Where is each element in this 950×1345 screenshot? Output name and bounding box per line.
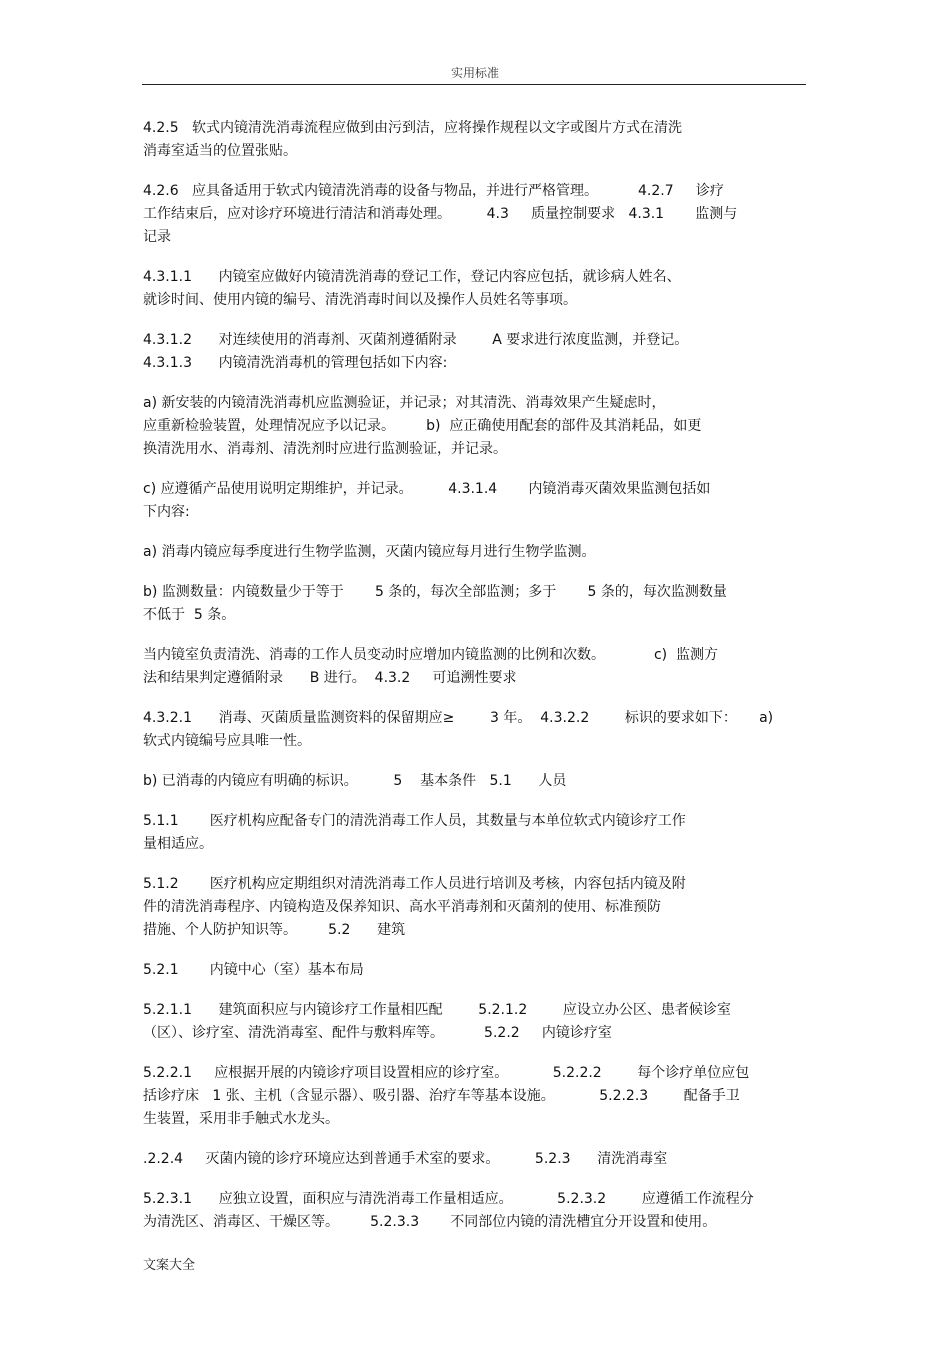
text-line: 软式内镜编号应具唯一性。	[143, 733, 311, 749]
paragraph-monitoring-b	[143, 581, 807, 627]
text-line: a) 新安装的内镜清洗消毒机应监测验证，并记录；对其清洗、消毒效果产生疑虑时，	[143, 395, 666, 411]
paragraph-5-1-1	[143, 810, 807, 856]
text-line: 下内容:	[143, 504, 190, 520]
text-line: 不低于 5 条。	[143, 607, 236, 623]
text-line: 消毒室适当的位置张贴。	[143, 143, 297, 159]
text-line: 法和结果判定遵循附录 B 进行。 4.3.2 可追溯性要求	[143, 670, 517, 686]
header-divider	[142, 84, 806, 85]
text-line: 5.2.2.1 应根据开展的内镜诊疗项目设置相应的诊疗室。 5.2.2.2 每个诊疗单位应包	[143, 1065, 750, 1081]
paragraph-5-2-3-1	[143, 1188, 807, 1234]
text-line: 5.2.1.1 建筑面积应与内镜诊疗工作量相匹配 5.2.1.2 应设立办公区、患者候诊室	[143, 1002, 731, 1018]
text-line: b) 监测数量：内镜数量少于等于 5 条的，每次全部监测；多于 5 条的，每次监测数量	[143, 584, 727, 600]
text-line: （区）、诊疗室、清洗消毒室、配件与敷料库等。 5.2.2 内镜诊疗室	[143, 1025, 612, 1041]
text-line: 5.1.2 医疗机构应定期组织对清洗消毒工作人员进行培训及考核，内容包括内镜及附	[143, 876, 686, 892]
paragraph-item-a	[143, 392, 807, 461]
paragraph-4-3-1-2	[143, 329, 807, 375]
text-line: 4.2.6 应具备适用于软式内镜清洗消毒的设备与物品，并进行严格管理。 4.2.7 诊疗	[143, 183, 724, 199]
text-line: 4.2.5 软式内镜清洗消毒流程应做到由污到洁，应将操作规程以文字或图片方式在清洗	[143, 120, 682, 136]
paragraph-5-1-2	[143, 873, 807, 942]
paragraph-5-2-1-1	[143, 999, 807, 1045]
paragraph-5-2-1	[143, 959, 807, 982]
paragraph-5-2-2-4	[143, 1148, 807, 1171]
text-line: a) 消毒内镜应每季度进行生物学监测，灭菌内镜应每月进行生物学监测。	[143, 544, 596, 560]
paragraph-4-3-1-1	[143, 266, 807, 312]
paragraph-marking-b	[143, 770, 807, 793]
text-line: 4.3.2.1 消毒、灭菌质量监测资料的保留期应≥ 3 年。 4.3.2.2 标识的要求如下： a)	[143, 710, 774, 726]
text-line: 5.2.1 内镜中心（室）基本布局	[143, 962, 364, 978]
document-body	[143, 117, 807, 1251]
text-line: c) 应遵循产品使用说明定期维护，并记录。 4.3.1.4 内镜消毒灭菌效果监测包括如	[143, 481, 711, 497]
text-line: 当内镜室负责清洗、消毒的工作人员变动时应增加内镜监测的比例和次数。 c) 监测方	[143, 647, 719, 663]
text-line: 5.2.3.1 应独立设置，面积应与清洗消毒工作量相适应。 5.2.3.2 应遵循工作流程分	[143, 1191, 754, 1207]
page-footer-text: 文案大全	[143, 1258, 196, 1273]
paragraph-5-2-2-1	[143, 1062, 807, 1131]
text-line: b) 已消毒的内镜应有明确的标识。 5 基本条件 5.1 人员	[143, 773, 567, 789]
text-line: 4.3.1.2 对连续使用的消毒剂、灭菌剂遵循附录 A 要求进行浓度监测，并登记。	[143, 332, 689, 348]
text-line: 4.3.1.3 内镜清洗消毒机的管理包括如下内容:	[143, 355, 448, 371]
text-line: 应重新检验装置，处理情况应予以记录。 b) 应正确使用配套的部件及其消耗品，如更	[143, 418, 702, 434]
text-line: 就诊时间、使用内镜的编号、清洗消毒时间以及操作人员姓名等事项。	[143, 292, 577, 308]
text-line: 5.1.1 医疗机构应配备专门的清洗消毒工作人员，其数量与本单位软式内镜诊疗工作	[143, 813, 686, 829]
text-line: 换清洗用水、消毒剂、清洗剂时应进行监测验证，并记录。	[143, 441, 507, 457]
page-header-title: 实用标准	[450, 66, 499, 80]
text-line: .2.2.4 灭菌内镜的诊疗环境应达到普通手术室的要求。 5.2.3 清洗消毒室	[143, 1151, 668, 1167]
paragraph-monitoring-a	[143, 541, 807, 564]
text-line: 生装置，采用非手触式水龙头。	[143, 1111, 339, 1127]
text-line: 件的清洗消毒程序、内镜构造及保养知识、高水平消毒剂和灭菌剂的使用、标准预防	[143, 899, 661, 915]
paragraph-staff-change	[143, 644, 807, 690]
paragraph-4-2-5	[143, 117, 807, 163]
text-line: 措施、个人防护知识等。 5.2 建筑	[143, 922, 406, 938]
text-line: 量相适应。	[143, 836, 213, 852]
text-line: 括诊疗床 1 张、主机（含显示器）、吸引器、治疗车等基本设施。 5.2.2.3 配备手卫	[143, 1088, 740, 1104]
paragraph-item-c	[143, 478, 807, 524]
text-line: 记录	[143, 229, 171, 245]
text-line: 4.3.1.1 内镜室应做好内镜清洗消毒的登记工作，登记内容应包括，就诊病人姓名、	[143, 269, 681, 285]
paragraph-4-2-6	[143, 180, 807, 249]
paragraph-4-3-2-1	[143, 707, 807, 753]
text-line: 工作结束后，应对诊疗环境进行清洁和消毒处理。 4.3 质量控制要求 4.3.1 监测与	[143, 206, 738, 222]
text-line: 为清洗区、消毒区、干燥区等。 5.2.3.3 不同部位内镜的清洗槽宜分开设置和使用。	[143, 1214, 717, 1230]
